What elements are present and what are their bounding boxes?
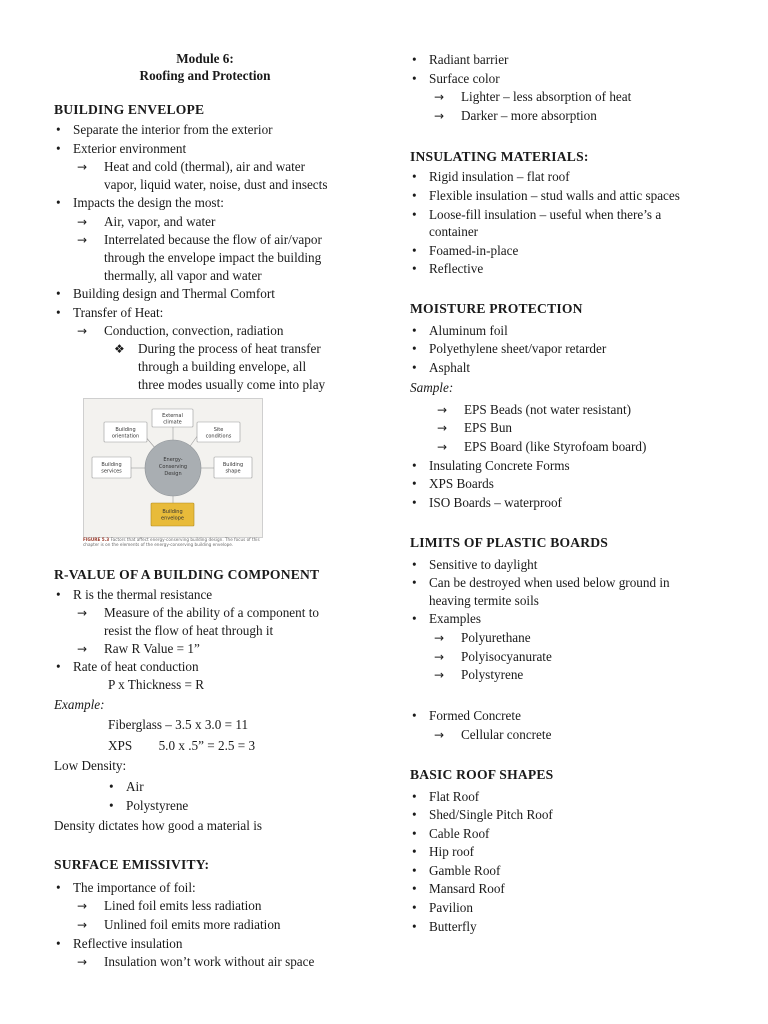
list-item: → Unlined foil emits more radiation — [104, 917, 281, 933]
sample-label: Sample: — [410, 380, 454, 395]
list-item: • Rate of heat conduction — [73, 659, 199, 675]
list-item: • Aluminum foil — [429, 323, 508, 339]
module-title: Module 6: — [176, 51, 234, 66]
list-item: → Raw R Value = 1” — [104, 641, 200, 657]
list-item: → EPS Board (like Styrofoam board) — [464, 439, 646, 455]
surface-emissivity-heading: SURFACE EMISSIVITY: — [54, 857, 210, 872]
list-item: • ISO Boards – waterproof — [429, 495, 562, 511]
list-item: • Examples — [429, 611, 481, 627]
roof-shapes-heading: BASIC ROOF SHAPES — [410, 767, 554, 782]
list-item: • Building design and Thermal Comfort — [73, 286, 275, 302]
factors-diagram — [84, 399, 262, 537]
list-item: • The importance of foil: — [73, 880, 196, 896]
module-subtitle: Roofing and Protection — [139, 68, 271, 83]
list-item: • Hip roof — [429, 844, 474, 860]
list-item-cont: container — [429, 224, 479, 239]
example-fiberglass: Fiberglass – 3.5 x 3.0 = 11 — [108, 717, 249, 732]
list-item: • Air — [126, 779, 144, 795]
list-item-cont: resist the flow of heat through it — [104, 623, 274, 638]
list-item: • Asphalt — [429, 360, 470, 376]
external-climate-label-1: External — [162, 413, 183, 419]
list-item: • Formed Concrete — [429, 708, 521, 724]
list-item: • Reflective — [429, 261, 483, 277]
list-item: • Mansard Roof — [429, 881, 505, 897]
building-orientation-label-1: Building — [115, 427, 136, 433]
list-item: • Sensitive to daylight — [429, 557, 537, 573]
list-item: • Flexible insulation – stud walls and attic spaces — [429, 188, 680, 204]
building-shape-label-2: shape — [225, 468, 241, 475]
list-item: • Polyethylene sheet/vapor retarder — [429, 341, 606, 357]
list-item: → Measure of the ability of a component to — [104, 605, 319, 621]
insulating-materials-heading: INSULATING MATERIALS: — [410, 149, 589, 164]
list-item-cont: heaving termite soils — [429, 593, 539, 608]
list-item-cont: three modes usually come into play — [138, 377, 326, 392]
list-item: • Polystyrene — [126, 798, 188, 814]
building-services-label-1: Building — [101, 462, 122, 468]
list-item-cont: through a building envelope, all — [138, 359, 307, 374]
list-item: • Separate the interior from the exterior — [73, 122, 273, 138]
energy-design-label-2: Conserving — [158, 464, 188, 470]
limits-plastic-heading: LIMITS OF PLASTIC BOARDS — [410, 535, 609, 550]
building-envelope-heading: BUILDING ENVELOPE — [54, 102, 205, 117]
list-item: • Foamed-in-place — [429, 243, 518, 259]
list-item: → Heat and cold (thermal), air and water — [104, 159, 305, 175]
list-item: • Cable Roof — [429, 826, 489, 842]
list-item: • XPS Boards — [429, 476, 494, 492]
low-density-label: Low Density: — [54, 758, 127, 773]
moisture-protection-heading: MOISTURE PROTECTION — [410, 301, 583, 316]
r-value-heading: R-VALUE OF A BUILDING COMPONENT — [54, 567, 320, 582]
list-item: • Shed/Single Pitch Roof — [429, 807, 553, 823]
figure-caption — [83, 537, 273, 547]
site-conditions-label-1: Site — [213, 427, 224, 433]
list-item: → Polyurethane — [461, 630, 531, 646]
list-item: → Polystyrene — [461, 667, 523, 683]
figure-caption-label: FIGURE 5.3 — [83, 537, 110, 542]
list-item: • Pavilion — [429, 900, 473, 916]
list-item: • Radiant barrier — [429, 52, 508, 68]
list-item: • Butterfly — [429, 919, 477, 935]
list-item: • Surface color — [429, 71, 500, 87]
list-item: • Loose-fill insulation – useful when there’s a — [429, 207, 661, 223]
energy-design-label-3: Design — [164, 471, 182, 477]
list-item: ❖ During the process of heat transfer — [138, 341, 321, 357]
building-envelope-label-2: envelope — [161, 515, 184, 522]
list-item: → Air, vapor, and water — [104, 214, 215, 230]
list-item: • Insulating Concrete Forms — [429, 458, 570, 474]
list-item: → Interrelated because the flow of air/vapor — [104, 232, 322, 248]
density-note: Density dictates how good a material is — [54, 818, 263, 833]
building-services-label-2: services — [101, 468, 122, 475]
list-item: → Conduction, convection, radiation — [104, 323, 283, 339]
list-item: → Lined foil emits less radiation — [104, 898, 261, 914]
site-conditions-label-2: conditions — [205, 433, 232, 440]
building-orientation-label-2: orientation — [111, 433, 140, 440]
list-item: → EPS Bun — [464, 420, 512, 436]
external-climate-label-2: climate — [163, 419, 182, 426]
figure-caption-text: Factors that affect energy-conserving building design. The focus of this chapter is on the elements of the energy-conserving building envelope. — [83, 537, 260, 547]
list-item: → EPS Beads (not water resistant) — [464, 402, 631, 418]
list-item: • Impacts the design the most: — [73, 195, 224, 211]
list-item: → Insulation won’t work without air space — [104, 954, 314, 970]
building-envelope-label-1: Building — [162, 509, 183, 515]
list-item: → Lighter – less absorption of heat — [461, 89, 631, 105]
list-item-cont: through the envelope impact the building — [104, 250, 322, 265]
list-item: • Transfer of Heat: — [73, 305, 163, 321]
example-label: Example: — [54, 697, 105, 712]
list-item: • Reflective insulation — [73, 936, 183, 952]
list-item: → Polyisocyanurate — [461, 649, 552, 665]
list-item-cont: vapor, liquid water, noise, dust and insects — [104, 177, 328, 192]
list-item: • Can be destroyed when used below ground in — [429, 575, 670, 591]
formula: P x Thickness = R — [108, 677, 205, 692]
list-item: • Gamble Roof — [429, 863, 500, 879]
list-item: → Darker – more absorption — [461, 108, 597, 124]
list-item: • Rigid insulation – flat roof — [429, 169, 570, 185]
list-item: • Exterior environment — [73, 141, 186, 157]
list-item: • R is the thermal resistance — [73, 587, 212, 603]
list-item: • Flat Roof — [429, 789, 479, 805]
energy-design-figure — [83, 398, 263, 538]
list-item-cont: thermally, all vapor and water — [104, 268, 262, 283]
building-shape-label-1: Building — [222, 462, 244, 468]
list-item: → Cellular concrete — [461, 727, 551, 743]
example-xps: XPS 5.0 x .5” = 2.5 = 3 — [108, 738, 256, 753]
energy-design-label-1: Energy- — [163, 457, 183, 463]
